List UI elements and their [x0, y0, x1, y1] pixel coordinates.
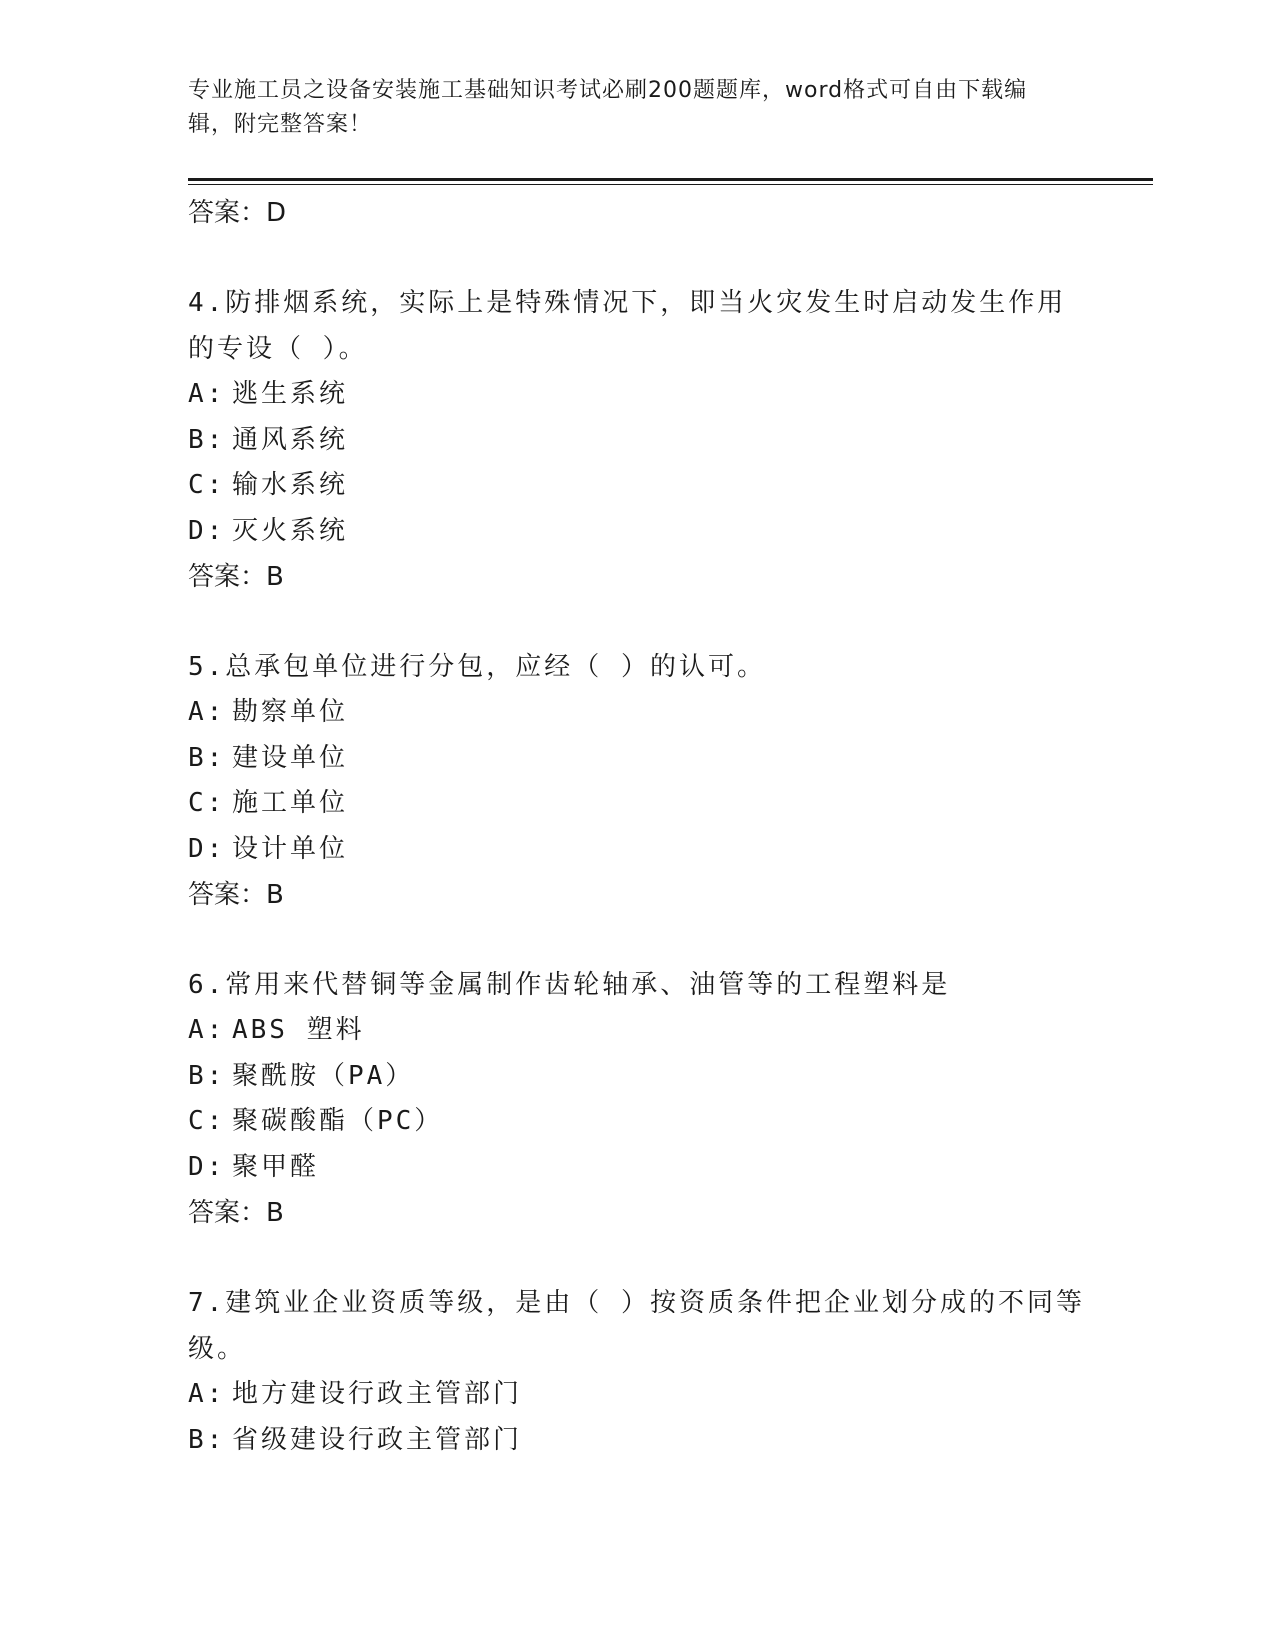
option-text: 通风系统 [232, 424, 349, 455]
option-d [188, 1145, 1088, 1191]
option-text: 聚酰胺（PA） [232, 1060, 415, 1091]
document-header: 专业施工员之设备安装施工基础知识考试必刷200题题库，word格式可自由下载编辑，附完整答案！ [188, 78, 1028, 137]
option-text: 地方建设行政主管部门 [232, 1379, 523, 1409]
option-key: B: [188, 742, 226, 773]
question-block [188, 280, 1088, 600]
option-key: C: [188, 470, 226, 500]
option-key: A: [188, 379, 226, 409]
option-c [188, 1099, 1088, 1145]
spacer [188, 600, 1088, 644]
option-key: B: [188, 424, 226, 455]
option-a [188, 1008, 1088, 1054]
option-text: 勘察单位 [232, 697, 349, 727]
question-list [188, 190, 1088, 1463]
option-text: 灭火系统 [232, 515, 349, 546]
option-text: 聚甲醛 [232, 1151, 320, 1182]
option-key: C: [188, 788, 226, 818]
question-text: 7.建筑业企业资质等级，是由（ ）按资质条件把企业划分成的不同等级。 [188, 1288, 1085, 1364]
question-block [188, 644, 1088, 918]
option-key: D: [188, 833, 226, 864]
option-key: D: [188, 515, 226, 546]
option-key: B: [188, 1424, 226, 1455]
option-key: C: [188, 1106, 226, 1136]
option-b [188, 418, 1088, 464]
spacer [188, 918, 1088, 962]
option-c [188, 781, 1088, 827]
option-key: D: [188, 1151, 226, 1182]
answer-line: 答案：D [188, 198, 287, 228]
question-text: 5.总承包单位进行分包，应经（ ）的认可。 [188, 652, 766, 682]
option-a [188, 1372, 1088, 1418]
option-text: 省级建设行政主管部门 [232, 1424, 523, 1455]
answer-line: 答案：B [188, 562, 284, 592]
spacer [188, 1236, 1088, 1280]
option-a [188, 372, 1088, 418]
option-key: B: [188, 1060, 226, 1091]
option-b [188, 1418, 1088, 1464]
option-key: A: [188, 697, 226, 727]
option-b [188, 736, 1088, 782]
option-d [188, 827, 1088, 873]
option-text: 设计单位 [232, 833, 349, 864]
option-c [188, 463, 1088, 509]
option-text: 建设单位 [232, 742, 349, 773]
question-text: 6.常用来代替铜等金属制作齿轮轴承、油管等的工程塑料是 [188, 970, 951, 1000]
answer-line: 答案：B [188, 1198, 284, 1228]
option-text: 逃生系统 [232, 379, 349, 409]
option-text: ABS 塑料 [232, 1015, 365, 1045]
option-text: 聚碳酸酯（PC） [232, 1106, 444, 1136]
option-text: 施工单位 [232, 788, 349, 818]
option-key: A: [188, 1015, 226, 1045]
option-b [188, 1054, 1088, 1100]
question-text: 4.防排烟系统，实际上是特殊情况下，即当火灾发生时启动发生作用的专设（ ）。 [188, 288, 1067, 364]
option-d [188, 509, 1088, 555]
answer-line: 答案：B [188, 880, 284, 910]
header-divider-thick [188, 178, 1153, 181]
option-a [188, 690, 1088, 736]
option-text: 输水系统 [232, 470, 349, 500]
header-divider-thin [188, 184, 1153, 185]
option-key: A: [188, 1379, 226, 1409]
spacer [188, 236, 1088, 280]
question-block [188, 1280, 1088, 1463]
question-block [188, 962, 1088, 1236]
